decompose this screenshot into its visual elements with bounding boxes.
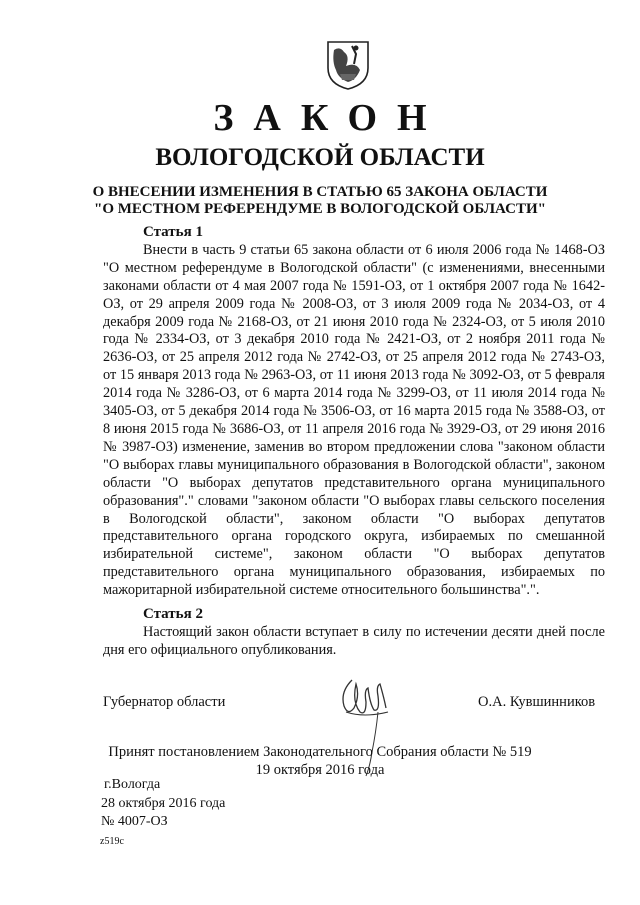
document-type-title: ЗАКОН <box>213 97 447 139</box>
law-number: № 4007-ОЗ <box>101 814 168 829</box>
article-2-text: Настоящий закон области вступает в силу по истечении десяти дней после дня его официального опубликования. <box>103 623 605 658</box>
document-code: z519c <box>100 836 124 847</box>
subtitle-line-2: "О МЕСТНОМ РЕФЕРЕНДУМЕ В ВОЛОГОДСКОЙ ОБЛАСТИ" <box>94 201 546 217</box>
region-title: ВОЛОГОДСКОЙ ОБЛАСТИ <box>155 144 485 171</box>
article-2-heading: Статья 2 <box>143 606 203 622</box>
article-1 <box>103 224 605 600</box>
vologda-oblast-coat-of-arms-icon <box>326 40 370 90</box>
law-subtitle <box>0 184 640 218</box>
adoption-line-1: Принят постановлением Законодательного Собрания области № 519 <box>108 744 532 760</box>
article-1-heading: Статья 1 <box>143 224 203 240</box>
subtitle-line-1: О ВНЕСЕНИИ ИЗМЕНЕНИЯ В СТАТЬЮ 65 ЗАКОНА ОБЛАСТИ <box>92 184 548 200</box>
governor-position: Губернатор области <box>103 694 226 710</box>
governor-name: О.А. Кувшинников <box>478 694 596 710</box>
signing-date: 28 октября 2016 года <box>101 796 226 811</box>
adoption-date: 19 октября 2016 года <box>255 762 385 778</box>
city: г.Вологда <box>104 777 161 792</box>
article-1-text: Внести в часть 9 статьи 65 закона области от 6 июля 2006 года № 1468-ОЗ "О местном референдуме в Вологодской области" (с изменениями, внесенными законами области от 4 мая 2007 года № 1591-ОЗ, от 1 октября 2007 года № 1642-ОЗ, от 29 апреля 2009 года № 2008-ОЗ, от 3 июля 2009 года № 2034-ОЗ, от 4 декабря 2009 года № 2168-ОЗ, от 21 июня 2010 года № 2324-ОЗ, от 5 июля 2010 года № 2334-ОЗ, от 3 декабря 2010 года № 2421-ОЗ, от 2 ноября 2011 года № 2636-ОЗ, от 25 апреля 2012 года № 2742-ОЗ, от 25 апреля 2012 года № 2743-ОЗ, от 15 января 2013 года № 2963-ОЗ, от 11 июня 2013 года № 3092-ОЗ, от 5 февраля 2014 года № 3286-ОЗ, от 6 марта 2014 года № 3299-ОЗ, от 11 июля 2014 года № 3405-ОЗ, от 5 декабря 2014 года № 3506-ОЗ, от 16 марта 2015 года № 3588-ОЗ, от 8 июня 2015 года № 3686-ОЗ, от 11 апреля 2016 года № 3929-ОЗ, от 29 июня 2016 № 3987-ОЗ) изменение, заменив во втором предложении слова "законом области "О выборах главы муниципального образования в Вологодской области", законом области "О выборах депутатов представительного органа муниципального образования"." словами "законом области "О выборах главы сельского поселения в Вологодской области", законом области "О выборах депутатов представительного органа городского округа, избираемых по смешанной избирательной системе", законом области "О выборах депутатов представительного органа муниципального образования, избираемых по мажоритарной избирательной системе относительного большинства".". <box>103 241 605 599</box>
article-2 <box>103 606 605 660</box>
